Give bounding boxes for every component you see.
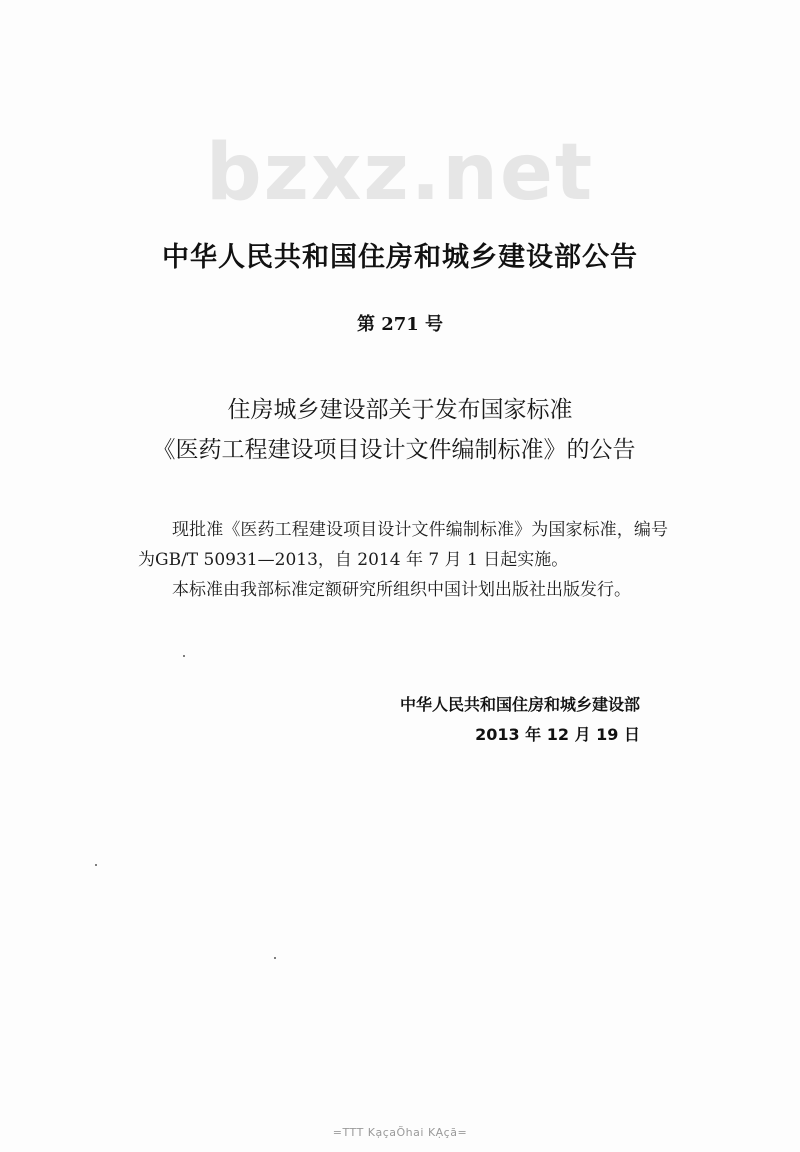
issuing-authority: 中华人民共和国住房和城乡建设部 bbox=[399, 695, 640, 714]
scan-speck bbox=[183, 655, 185, 657]
issue-date: 2013 年 12 月 19 日 bbox=[475, 725, 640, 744]
watermark: bzxz.net bbox=[205, 128, 595, 218]
announcement-body bbox=[138, 515, 668, 605]
body-paragraph-publication: 本标准由我部标准定额研究所组织中国计划出版社出版发行。 bbox=[172, 580, 631, 600]
announcement-subject bbox=[0, 390, 800, 470]
notice-title: 中华人民共和国住房和城乡建设部公告 bbox=[162, 242, 638, 273]
page-footer: =TTT KạçaÕhai KẠçā= bbox=[332, 1126, 468, 1139]
scan-speck bbox=[274, 957, 276, 959]
subject-line-1: 住房城乡建设部关于发布国家标准 bbox=[227, 397, 573, 423]
body-paragraph-approval: 现批准《医药工程建设项目设计文件编制标准》为国家标准，编号为GB/T 50931—2013，自 2014 年 7 月 1 日起实施。 bbox=[138, 520, 668, 570]
scan-speck bbox=[95, 864, 97, 866]
subject-line-2: 《医药工程建设项目设计文件编制标准》的公告 bbox=[152, 437, 636, 463]
signature-block bbox=[400, 690, 640, 750]
notice-number: 第 271 号 bbox=[356, 314, 444, 335]
